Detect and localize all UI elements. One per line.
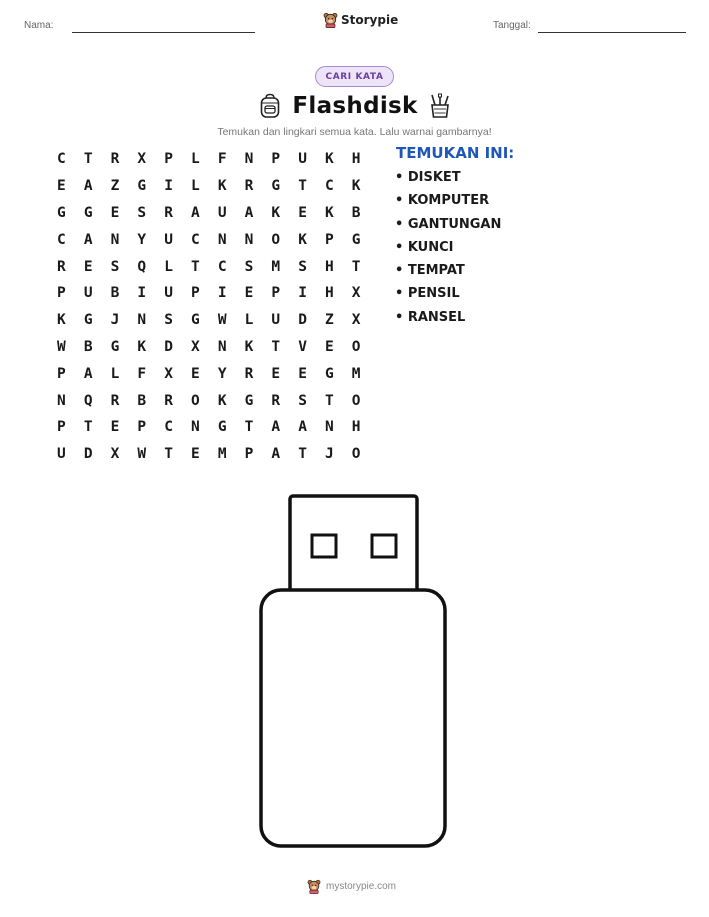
- grid-cell: I: [137, 285, 147, 302]
- grid-cell: C: [325, 178, 334, 195]
- usb-connector-hole-right: [372, 535, 396, 557]
- grid-cell: D: [164, 338, 173, 355]
- grid-cell: K: [325, 204, 334, 221]
- grid-cell: P: [57, 419, 66, 436]
- grid-cell: Q: [83, 392, 93, 409]
- grid-cell: B: [137, 392, 147, 409]
- grid-cell: V: [298, 338, 307, 355]
- grid-cell: T: [164, 446, 173, 463]
- grid-cell: N: [110, 231, 120, 248]
- grid-cell: P: [164, 151, 173, 168]
- grid-cell: I: [164, 178, 173, 195]
- grid-cell: X: [110, 446, 120, 463]
- grid-cell: N: [57, 392, 66, 409]
- grid-cell: E: [57, 178, 66, 195]
- grid-cell: Z: [110, 178, 120, 195]
- grid-cell: R: [244, 365, 254, 382]
- grid-cell: H: [351, 419, 361, 436]
- grid-cell: S: [244, 258, 254, 275]
- grid-cell: E: [298, 365, 307, 382]
- backpack-icon: [258, 93, 282, 119]
- grid-cell: H: [351, 151, 361, 168]
- brand-logo: [323, 12, 398, 28]
- grid-cell: D: [83, 446, 93, 463]
- grid-cell: W: [57, 338, 66, 355]
- grid-cell: C: [164, 419, 173, 436]
- grid-cell: L: [191, 178, 200, 195]
- grid-cell: K: [217, 178, 227, 195]
- grid-cell: S: [298, 258, 307, 275]
- grid-cell: T: [351, 258, 361, 275]
- grid-cell: R: [110, 392, 120, 409]
- grid-cell: G: [244, 392, 254, 409]
- grid-cell: A: [271, 419, 281, 436]
- grid-cell: T: [325, 392, 334, 409]
- grid-cell: O: [351, 338, 361, 355]
- grid-cell: B: [83, 338, 93, 355]
- word-list-item: • TEMPAT: [395, 263, 465, 279]
- footer-url: mystorypie.com: [326, 881, 397, 892]
- grid-cell: P: [325, 231, 334, 248]
- grid-cell: N: [217, 231, 227, 248]
- page-title: Flashdisk: [292, 93, 418, 119]
- grid-cell: S: [298, 392, 307, 409]
- grid-cell: G: [191, 312, 200, 329]
- grid-cell: P: [271, 285, 281, 302]
- grid-cell: S: [110, 258, 120, 275]
- grid-cell: O: [271, 231, 281, 248]
- grid-cell: X: [137, 151, 147, 168]
- brand-name: Storypie: [341, 13, 399, 27]
- grid-cell: Y: [137, 231, 147, 248]
- usb-drive-illustration: [255, 490, 455, 852]
- letter-grid: [48, 146, 370, 468]
- word-list-item: • DISKET: [395, 170, 461, 185]
- grid-cell: K: [325, 151, 334, 168]
- grid-cell: I: [217, 285, 227, 302]
- grid-cell: Y: [217, 365, 227, 382]
- grid-cell: N: [244, 231, 254, 248]
- grid-cell: R: [244, 178, 254, 195]
- grid-cell: K: [351, 178, 361, 195]
- grid-cell: A: [271, 446, 281, 463]
- grid-cell: M: [351, 365, 361, 382]
- category-badge: CARI KATA: [315, 66, 394, 87]
- grid-cell: H: [325, 258, 334, 275]
- grid-cell: T: [83, 151, 93, 168]
- grid-cell: R: [164, 392, 173, 409]
- grid-cell: S: [137, 204, 147, 221]
- grid-cell: X: [351, 312, 361, 329]
- grid-cell: N: [191, 419, 200, 436]
- grid-cell: G: [57, 204, 66, 221]
- grid-cell: U: [271, 312, 281, 329]
- grid-cell: K: [137, 338, 147, 355]
- grid-cell: U: [217, 204, 227, 221]
- grid-cell: F: [217, 151, 227, 168]
- name-label: Nama:: [24, 20, 54, 31]
- word-list-item: • KOMPUTER: [395, 193, 490, 209]
- grid-cell: G: [351, 231, 361, 248]
- grid-cell: P: [137, 419, 147, 436]
- instructions: Temukan dan lingkari semua kata. Lalu warnai gambarnya!: [217, 126, 492, 138]
- grid-cell: P: [57, 285, 66, 302]
- date-label: Tanggal:: [493, 20, 531, 31]
- grid-cell: N: [244, 151, 254, 168]
- grid-cell: E: [325, 338, 334, 355]
- usb-connector: [290, 496, 417, 594]
- grid-cell: E: [110, 204, 120, 221]
- grid-cell: E: [110, 419, 120, 436]
- grid-cell: G: [217, 419, 227, 436]
- grid-cell: K: [271, 204, 281, 221]
- grid-cell: O: [351, 446, 361, 463]
- word-list-item: • KUNCI: [395, 239, 454, 255]
- grid-cell: G: [137, 178, 147, 195]
- grid-cell: M: [217, 446, 227, 463]
- grid-cell: T: [271, 338, 281, 355]
- word-list-item: • GANTUNGAN: [395, 216, 502, 232]
- grid-cell: X: [164, 365, 173, 382]
- grid-cell: X: [351, 285, 361, 302]
- grid-cell: K: [298, 231, 307, 248]
- grid-cell: X: [191, 338, 200, 355]
- grid-cell: E: [83, 258, 93, 275]
- grid-cell: P: [271, 151, 281, 168]
- grid-cell: K: [217, 392, 227, 409]
- grid-cell: Q: [137, 258, 147, 275]
- grid-cell: E: [271, 365, 281, 382]
- grid-cell: P: [57, 365, 66, 382]
- word-list: [395, 170, 501, 333]
- grid-cell: W: [217, 312, 227, 329]
- grid-cell: P: [191, 285, 200, 302]
- grid-cell: S: [164, 312, 173, 329]
- grid-cell: G: [325, 365, 334, 382]
- grid-cell: A: [83, 178, 93, 195]
- grid-cell: D: [298, 312, 307, 329]
- grid-cell: A: [83, 231, 93, 248]
- grid-cell: J: [325, 446, 334, 463]
- grid-cell: T: [244, 419, 254, 436]
- grid-cell: E: [244, 285, 254, 302]
- grid-cell: R: [110, 151, 120, 168]
- grid-cell: U: [57, 446, 66, 463]
- grid-cell: C: [57, 151, 66, 168]
- grid-cell: A: [191, 204, 200, 221]
- grid-cell: C: [191, 231, 200, 248]
- word-list-item: • RANSEL: [395, 309, 466, 325]
- grid-cell: T: [191, 258, 200, 275]
- grid-cell: A: [83, 365, 93, 382]
- grid-cell: U: [83, 285, 93, 302]
- footer: [307, 879, 396, 894]
- grid-cell: G: [110, 338, 120, 355]
- grid-cell: L: [244, 312, 254, 329]
- grid-cell: P: [244, 446, 254, 463]
- grid-cell: Z: [325, 312, 334, 329]
- word-list-item: • PENSIL: [395, 286, 460, 302]
- bear-logo-icon: [323, 12, 338, 28]
- word-list-heading: TEMUKAN INI:: [396, 144, 515, 162]
- name-line: [72, 32, 255, 33]
- grid-cell: A: [298, 419, 307, 436]
- grid-cell: C: [57, 231, 66, 248]
- grid-cell: C: [217, 258, 227, 275]
- grid-cell: N: [137, 312, 147, 329]
- grid-cell: U: [164, 231, 173, 248]
- grid-cell: R: [164, 204, 173, 221]
- grid-cell: H: [325, 285, 334, 302]
- grid-cell: K: [57, 312, 66, 329]
- usb-connector-hole-left: [312, 535, 336, 557]
- grid-cell: I: [298, 285, 307, 302]
- grid-cell: O: [351, 392, 361, 409]
- grid-cell: E: [191, 446, 200, 463]
- grid-cell: G: [83, 204, 93, 221]
- grid-cell: N: [325, 419, 334, 436]
- grid-cell: G: [271, 178, 281, 195]
- grid-cell: K: [244, 338, 254, 355]
- grid-cell: O: [191, 392, 200, 409]
- grid-cell: L: [110, 365, 120, 382]
- grid-cell: M: [271, 258, 281, 275]
- grid-cell: R: [57, 258, 66, 275]
- grid-cell: T: [298, 178, 307, 195]
- grid-cell: J: [110, 312, 120, 329]
- grid-cell: B: [110, 285, 120, 302]
- grid-cell: A: [244, 204, 254, 221]
- grid-cell: B: [351, 204, 361, 221]
- bear-logo-icon: [307, 879, 321, 894]
- grid-cell: W: [137, 446, 147, 463]
- grid-cell: E: [298, 204, 307, 221]
- pencil-cup-icon: [428, 93, 452, 119]
- date-line: [538, 32, 686, 33]
- grid-cell: U: [164, 285, 173, 302]
- grid-cell: T: [298, 446, 307, 463]
- grid-cell: L: [164, 258, 173, 275]
- grid-cell: F: [137, 365, 147, 382]
- grid-cell: T: [83, 419, 93, 436]
- grid-cell: U: [298, 151, 307, 168]
- grid-cell: E: [191, 365, 200, 382]
- title-row: [255, 88, 455, 124]
- grid-cell: N: [217, 338, 227, 355]
- grid-cell: G: [83, 312, 93, 329]
- usb-body: [261, 590, 445, 846]
- grid-cell: R: [271, 392, 281, 409]
- grid-cell: L: [191, 151, 200, 168]
